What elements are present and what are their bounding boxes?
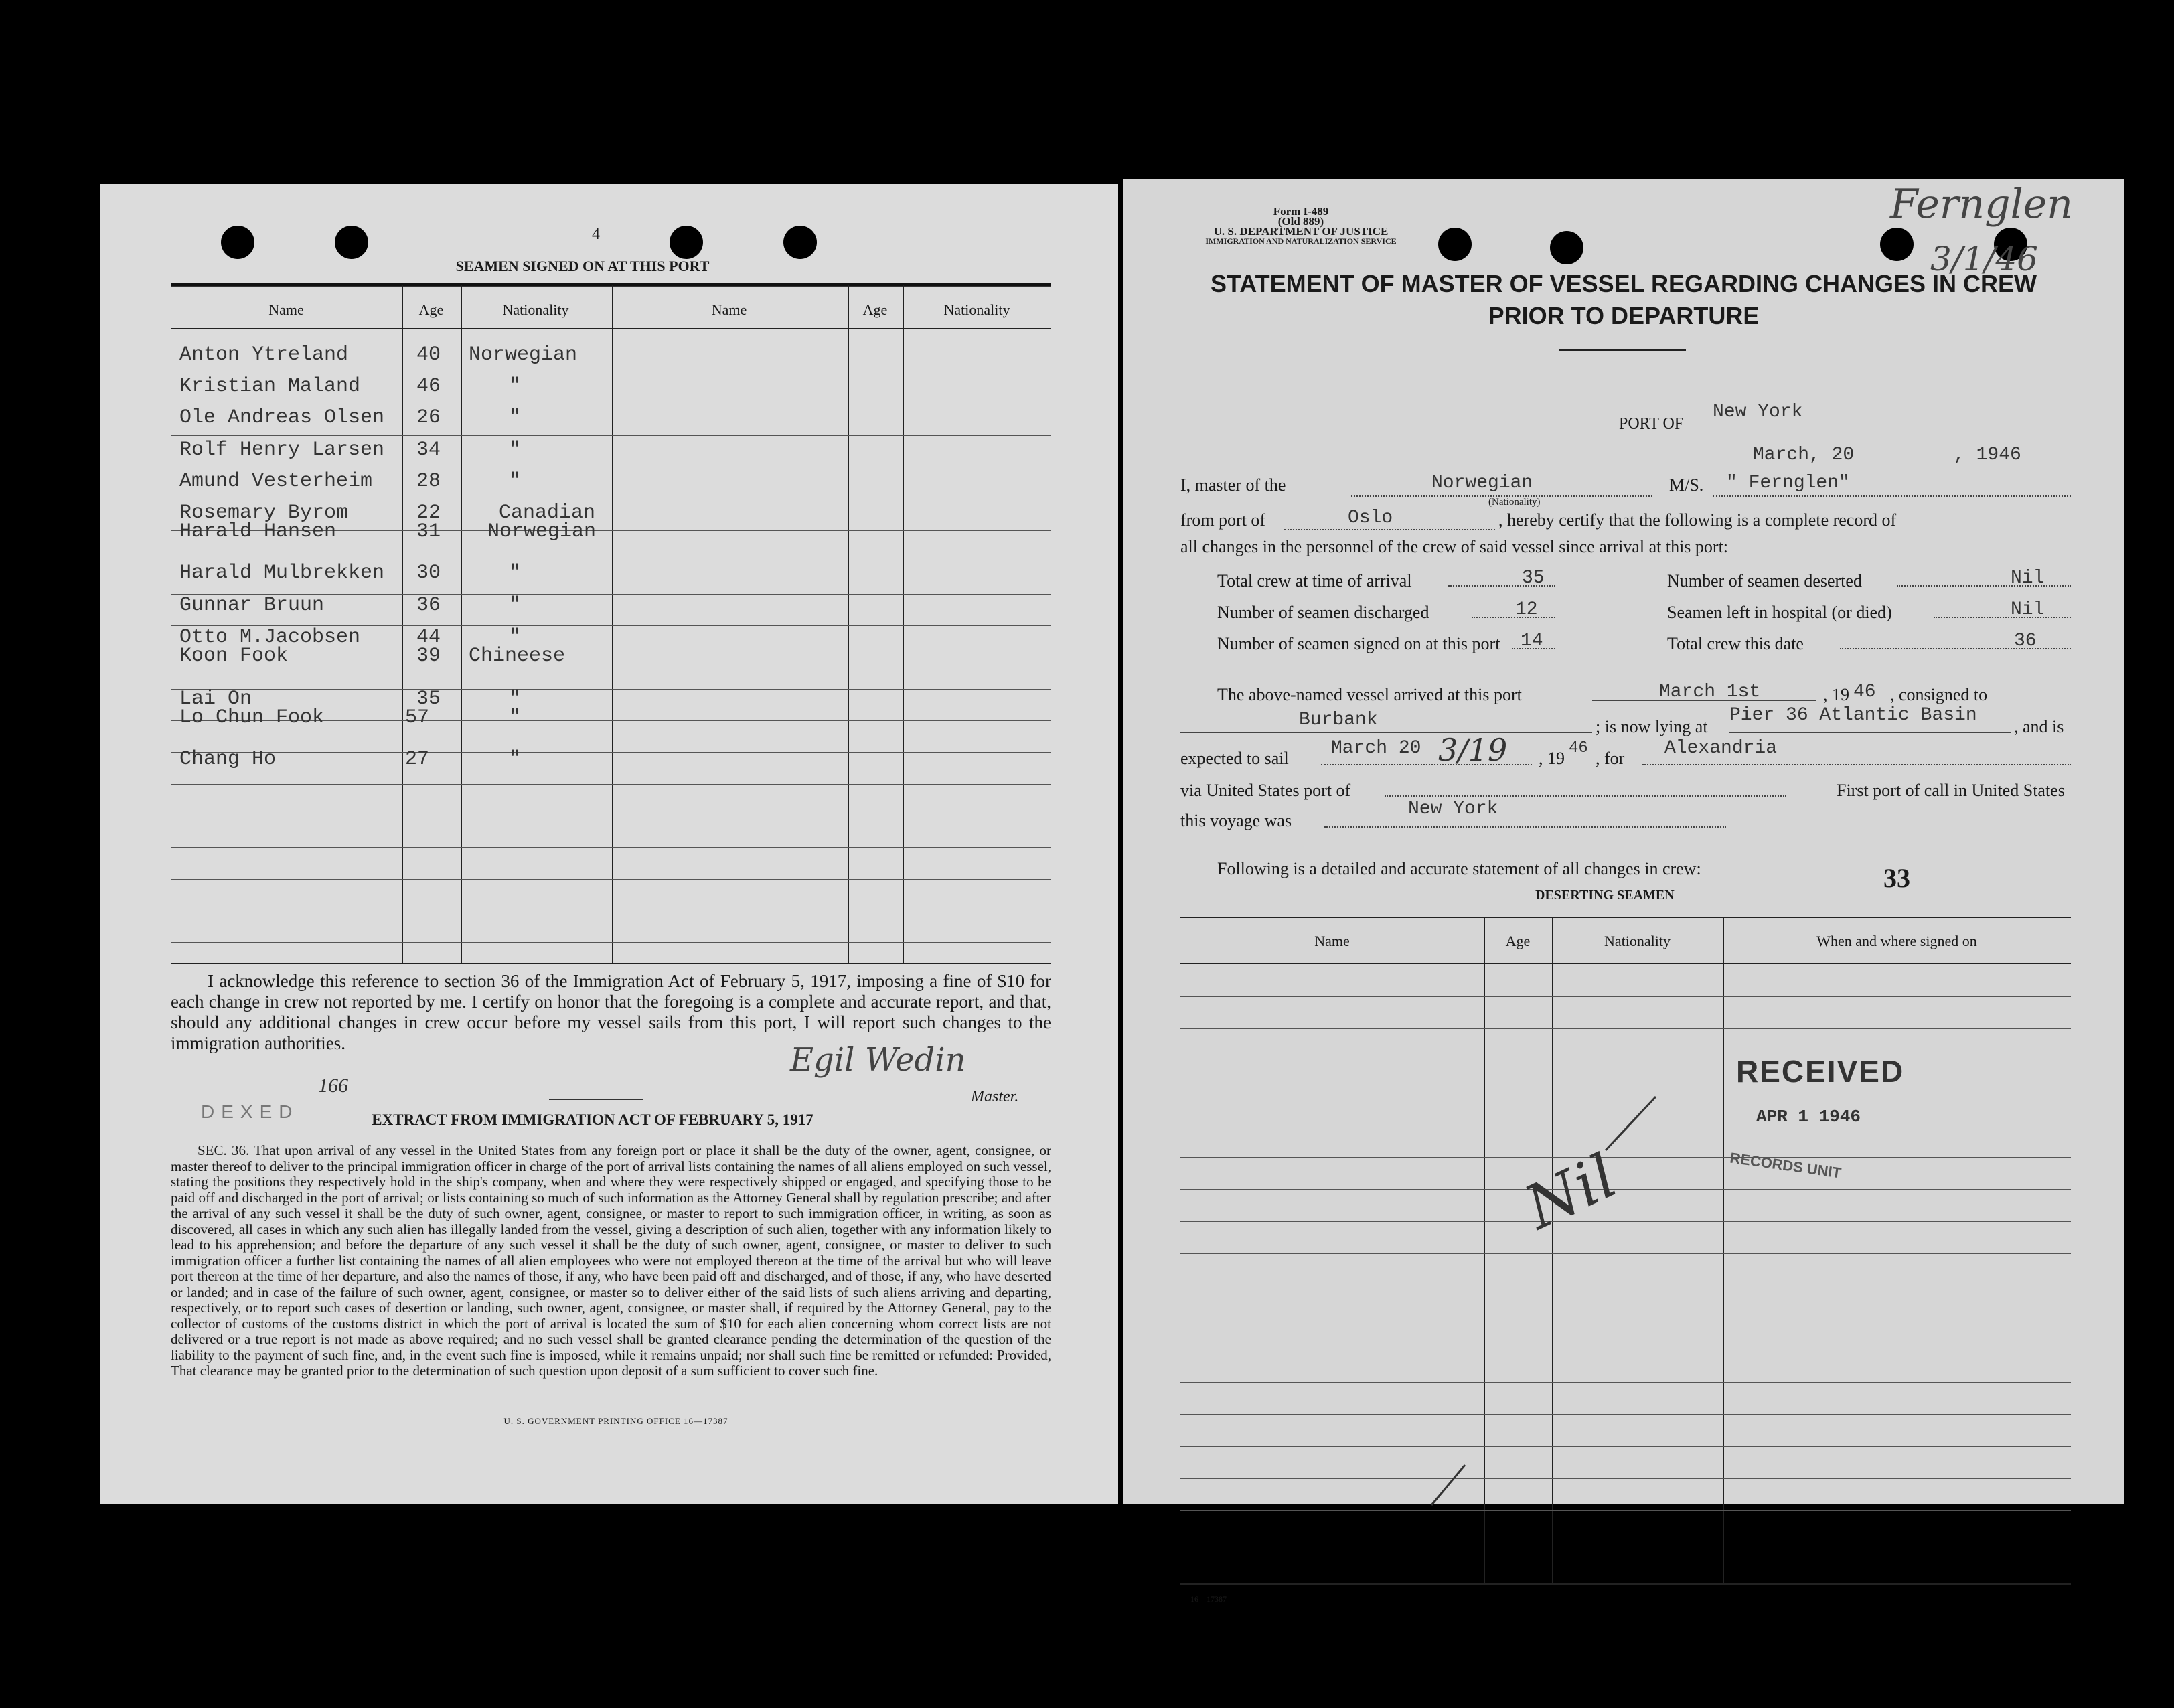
for-value: Alexandria — [1664, 738, 1778, 759]
seaman-nationality: " — [509, 688, 522, 710]
deserted-label: Number of seamen deserted — [1667, 571, 1862, 591]
seaman-name: Lai On — [179, 688, 252, 710]
expected-year: 46 — [1569, 739, 1588, 757]
discharged-label: Number of seamen discharged — [1217, 603, 1429, 622]
punch-hole — [221, 226, 254, 259]
port-label: PORT OF — [1619, 415, 1684, 433]
seaman-nationality: Norwegian — [487, 520, 597, 543]
seaman-nationality: " — [509, 748, 522, 771]
vessel-type: M/S. — [1669, 475, 1704, 495]
seaman-age: 28 — [416, 470, 441, 493]
arrived-year: 46 — [1853, 682, 1876, 702]
seaman-age: 57 — [405, 706, 430, 729]
signed-on-value: 14 — [1521, 631, 1543, 651]
punch-hole — [335, 226, 368, 259]
seaman-nationality: " — [509, 594, 522, 617]
col-age-header-2: Age — [862, 301, 888, 318]
col-nationality-header: Nationality — [502, 301, 569, 318]
printing-office-footer: U. S. GOVERNMENT PRINTING OFFICE 16—17387 — [503, 1416, 728, 1426]
seaman-age: 27 — [405, 748, 430, 771]
arrived-year-prefix: , 19 — [1823, 685, 1849, 704]
col-age-header: Age — [418, 301, 444, 318]
punch-hole — [670, 226, 703, 259]
col-signed-on-header: When and where signed on — [1816, 933, 1977, 949]
extract-text: SEC. 36. That upon arrival of any vessel in the United States from any foreign port or place it shall be the duty of the owner, agent, consignee, or master thereof to deliver to the principal immigration officer in charge of the port of arrival lists containing the names of all aliens employed on such vessel, stating the positions they respectively hold in the ship's company, when and where they were respectively shipped or engaged, and specifying those to be paid off and discharged in the port of arrival; or lists containing so much of such information as the Attorney General shall by regulation prescribe; and after the arrival of any such vessel it shall be the duty of such owner, agent, consignee, or master to report to such immigration officer, in writing, as soon as discovered, all cases in which any such alien has illegally landed from the vessel, giving a description of such alien, together with any information likely to lead to his apprehension; and before the departure of any such vessel it shall be the duty of such owner, agent, consignee, or master to deliver to such immigration officer a further list containing the names of all alien employees who were not employed thereon at the time of the arrival but who will leave port thereon at the time of her departure, and also the names of those, if any, who have been paid off and discharged, and of those, if any, who have deserted or landed; and in case of the failure of such owner, agent, consignee, or master so to deliver either of the said lists of such aliens arriving and departing, respectively, or to report such cases of desertion or landing, such owner, agent, consignee, or master shall, if required by the Attorney General, pay to the collector of customs of the customs district in which the port of arrival is located the sum of $10 for each alien concerning whom correct lists are not delivered or a true report is not made as above required; and no such vessel shall be granted clearance pending the determination of the question of the liability to the payment of such fine, and, in the event such fine is imposed, while it remains unpaid; nor shall such fine be remitted or refunded: Provided, That clearance may be granted prior to the determination of such question upon deposit of a sum sufficient to cover such fine. — [171, 1142, 1051, 1379]
via-label: via United States port of — [1180, 781, 1351, 800]
statement-title-1: STATEMENT OF MASTER OF VESSEL REGARDING CHANGES IN CREW — [1210, 270, 2037, 297]
col-name-header-2: Name — [711, 301, 747, 318]
seaman-name: Ole Andreas Olsen — [179, 406, 385, 429]
seaman-nationality: " — [509, 706, 522, 729]
following-text: Following is a detailed and accurate statement of all changes in crew: — [1217, 859, 1701, 878]
seaman-age: 36 — [416, 594, 441, 617]
hospital-label: Seamen left in hospital (or died) — [1667, 603, 1892, 622]
date-value: March, 20 — [1753, 445, 1855, 465]
right-page — [1123, 179, 2124, 1604]
nationality-value: Norwegian — [1431, 473, 1533, 493]
seaman-name: Harald Mulbrekken — [179, 562, 385, 585]
seaman-age: 34 — [416, 439, 441, 461]
col-nationality-header-2: Nationality — [943, 301, 1010, 318]
certify-text: , hereby certify that the following is a complete record of — [1498, 510, 1897, 530]
seaman-nationality: " — [509, 375, 522, 398]
seaman-age: 39 — [416, 645, 441, 668]
discharged-value: 12 — [1515, 599, 1538, 620]
seaman-nationality: " — [509, 626, 522, 649]
arrived-label: The above-named vessel arrived at this port — [1217, 685, 1522, 704]
department: U. S. DEPARTMENT OF JUSTICE — [1213, 225, 1389, 238]
seaman-name: Rosemary Byrom — [179, 501, 349, 524]
arrived-value: March 1st — [1659, 682, 1761, 702]
handwritten-ship-name: Fernglen — [1890, 181, 2073, 228]
seaman-name: Koon Fook — [179, 645, 289, 668]
seaman-nationality: Chineese — [469, 645, 566, 668]
master-label: Master. — [971, 1088, 1019, 1105]
seaman-name: Kristian Maland — [179, 375, 361, 398]
punch-hole — [783, 226, 817, 259]
seamen-signed-title: SEAMEN SIGNED ON AT THIS PORT — [455, 258, 710, 275]
seaman-age: 40 — [416, 343, 441, 366]
seaman-name: Amund Vesterheim — [179, 470, 373, 493]
seaman-age: 35 — [416, 688, 441, 710]
for-label: , for — [1596, 749, 1625, 768]
seaman-age: 22 — [416, 501, 441, 524]
margin-note: 166 — [318, 1075, 348, 1097]
port-value: New York — [1713, 402, 1803, 422]
form-footer: 16—17387 — [1190, 1594, 1227, 1604]
punch-hole — [1550, 231, 1583, 264]
handwritten-date: 3/1/46 — [1930, 240, 2038, 279]
records-unit-stamp: RECORDS UNIT — [1729, 1149, 1843, 1182]
col-name-header: Name — [1314, 933, 1350, 949]
consignee-value: Burbank — [1299, 710, 1378, 730]
page-number: 4 — [592, 226, 600, 243]
left-page — [100, 184, 1118, 1504]
seaman-name: Chang Ho — [179, 748, 277, 771]
seaman-nationality: " — [509, 562, 522, 585]
received-date: APR 1 1946 — [1756, 1107, 1861, 1127]
acknowledgement-text: I acknowledge this reference to section 36 of the Immigration Act of February 5, 1917, imposing a fine of $10 for each change in crew not reported by me. I certify on honor that the foregoing is a complete and accurate report, and that, should any additional changes in crew occur before my vessel sails from this port, I will report such changes to the immigration authorities. — [171, 971, 1051, 1053]
lying-label: ; is now lying at — [1596, 717, 1708, 736]
deserting-seamen-title: DESERTING SEAMEN — [1535, 888, 1675, 903]
vessel-name: " Fernglen" — [1726, 473, 1850, 493]
col-name-header: Name — [268, 301, 304, 318]
voyage-label: this voyage was — [1180, 811, 1292, 830]
from-port-value: Oslo — [1348, 508, 1393, 528]
seaman-name: Otto M.Jacobsen — [179, 626, 361, 649]
col-nationality-header: Nationality — [1604, 933, 1671, 949]
seaman-age: 26 — [416, 406, 441, 429]
seaman-nationality: " — [509, 470, 522, 493]
master-signature: Egil Wedin — [790, 1041, 966, 1079]
expected-hand-date: 3/19 — [1438, 732, 1508, 768]
master-of-label: I, master of the — [1180, 475, 1286, 495]
total-crew-date-label: Total crew this date — [1667, 634, 1804, 653]
handwritten-nil: Nil — [1515, 1141, 1628, 1243]
and-is-label: , and is — [2014, 717, 2064, 736]
service-name: IMMIGRATION AND NATURALIZATION SERVICE — [1205, 236, 1397, 246]
seaman-name: Lo Chun Fook — [179, 706, 325, 729]
seaman-name: Harald Hansen — [179, 520, 337, 543]
first-port-label: First port of call in United States — [1837, 781, 2065, 800]
total-crew-arrival-label: Total crew at time of arrival — [1217, 571, 1412, 591]
indexed-stamp: DEXED — [201, 1101, 299, 1122]
voyage-value: New York — [1408, 799, 1498, 820]
seaman-nationality: " — [509, 439, 522, 461]
total-crew-date-value: 36 — [2014, 631, 2037, 651]
total-crew-arrival-value: 35 — [1522, 568, 1545, 589]
expected-value: March 20 — [1331, 738, 1421, 759]
expected-label: expected to sail — [1180, 749, 1289, 768]
year-value: , 1946 — [1954, 445, 2021, 465]
hospital-value: Nil — [2011, 599, 2045, 620]
expected-year-prefix: , 19 — [1539, 749, 1565, 768]
received-stamp: RECEIVED — [1736, 1054, 1905, 1089]
form-id: Form I-489 — [1273, 205, 1329, 218]
form-header — [1204, 206, 1398, 246]
page-count: 33 — [1883, 863, 1910, 893]
statement-title-2: PRIOR TO DEPARTURE — [1488, 302, 1760, 329]
nationality-caption: (Nationality) — [1488, 497, 1541, 508]
cancel-stroke-icon — [1391, 1050, 1726, 1532]
seaman-age: 31 — [416, 520, 441, 543]
seaman-nationality: " — [509, 406, 522, 429]
form-old: (Old 889) — [1277, 215, 1324, 228]
deserted-value: Nil — [2011, 568, 2045, 589]
seaman-name: Gunnar Bruun — [179, 594, 325, 617]
from-port-label: from port of — [1180, 510, 1266, 530]
seaman-name: Anton Ytreland — [179, 343, 349, 366]
seaman-age: 30 — [416, 562, 441, 585]
seaman-name: Rolf Henry Larsen — [179, 439, 385, 461]
consigned-label: , consigned to — [1890, 685, 1988, 704]
lying-value: Pier 36 Atlantic Basin — [1729, 705, 1977, 726]
punch-hole — [1438, 228, 1472, 261]
seaman-nationality: Norwegian — [469, 343, 578, 366]
punch-hole — [1880, 228, 1914, 261]
signed-on-label: Number of seamen signed on at this port — [1217, 634, 1500, 653]
seaman-age: 44 — [416, 626, 441, 649]
seaman-nationality: Canadian — [499, 501, 596, 524]
seaman-age: 46 — [416, 375, 441, 398]
col-age-header: Age — [1505, 933, 1531, 949]
certify-text-2: all changes in the personnel of the crew of said vessel since arrival at this port: — [1180, 537, 1729, 556]
extract-title: EXTRACT FROM IMMIGRATION ACT OF FEBRUARY 5, 1917 — [372, 1111, 813, 1128]
